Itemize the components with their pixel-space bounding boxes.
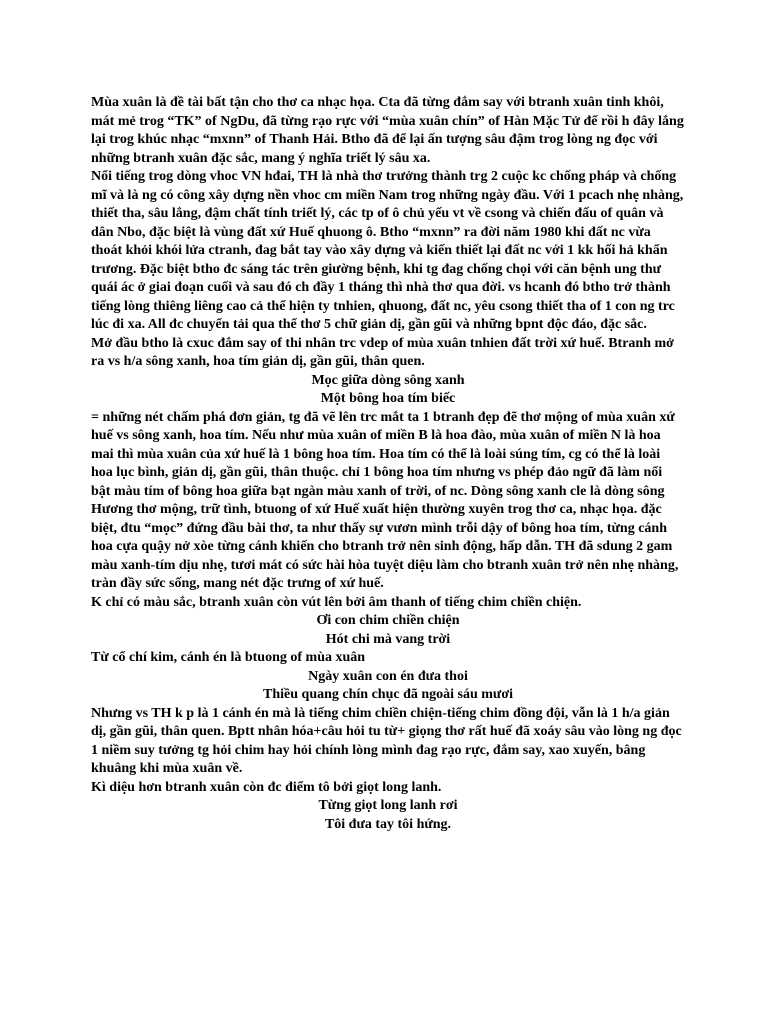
- quote-line-2: Thiều quang chín chục đã ngoài sáu mươi: [263, 687, 513, 702]
- paragraph-opening: Mở đầu btho là cxuc đắm say of thi nhân trc vdep of mùa xuân tnhien đất trời xứ huế. Btranh mở ra vs h/a sông xanh, hoa tím giản dị, gần gũi, thân quen.: [91, 335, 674, 369]
- paragraph-bird: Nhưng vs TH k p là 1 cánh én mà là tiếng chim chiền chiện-tiếng chim đồng đội, vẫn là 1 h/a giản dị, gần gũi, thân quen. Bptt nhân hóa+câu hỏi tu từ+ giọng thơ rất huế đã xoáy sâu vào lòng ng đọc 1 niềm suy tưởng tg hỏi chim hay hỏi chính lòng mình đag rạo rực, đắm say, xao xuyến, bâng khuâng khi mùa xuân về.: [91, 705, 682, 776]
- poem-line-2: Một bông hoa tím biếc: [320, 391, 456, 406]
- poem-line-1: Mọc giữa dòng sông xanh: [311, 372, 465, 388]
- document-page: [91, 94, 685, 834]
- paragraph-swallow: Từ cổ chí kim, cánh én là btuong of mùa xuân: [91, 650, 366, 665]
- paragraph-intro: Mùa xuân là đề tài bất tận cho thơ ca nhạc họa. Cta đã từng đắm say với btranh xuân tinh khôi, mát mẻ trog “TK” of NgDu, đã từng rạo rực với “mùa xuân chín” of Hàn Mặc Tử để rồi h đây lắng lại trog khúc nhạc “mxnn” of Thanh Hải. Btho đã để lại ấn tượng sâu đậm trog lòng ng đọc với những btranh xuân đặc sắc, mang ý nghĩa triết lý sâu xa.: [91, 95, 684, 166]
- paragraph-droplet: Kì diệu hơn btranh xuân còn đc điểm tô bởi giọt long lanh.: [91, 779, 442, 795]
- poem-line-5: Từng giọt long lanh rơi: [318, 798, 458, 813]
- quote-line-1: Ngày xuân con én đưa thoi: [308, 668, 468, 684]
- poem-line-3: Ơi con chim chiền chiện: [316, 613, 460, 628]
- paragraph-colors: = những nét chấm phá đơn giản, tg đã vẽ lên trc mắt ta 1 btranh đẹp đẽ thơ mộng of mùa xuân xứ huế vs sông xanh, hoa tím. Nếu như mùa xuân of miền B là hoa đào, mùa xuân of miền N là hoa mai thì mùa xuân của xứ huế là 1 bông hoa tím. Hoa tím có thể là loài súng tím, cg có thể là loài hoa lục bình, giản dị, gần gũi, thân thuộc. chỉ 1 bông hoa tím nhưng vs phép đảo ngữ đã làm nổi bật màu tím of bông hoa giữa bạt ngàn màu xanh of trời, of nc. Dòng sông xanh cle là dòng sông Hương thơ mộng, trữ tình, btuong of xứ Huế xuất hiện thường xuyên trog thơ ca, nhạc họa. đặc biệt, đtu “mọc” đứng đầu bài thơ, ta như thấy sự vươn mình trỗi dậy of bông hoa tím, từng cánh hoa cựa quậy nở xòe từng cánh khiến cho btranh trở nên sinh động, hấp dẫn. TH đã sdung 2 gam màu xanh-tím dịu nhẹ, tươi mát có sức hài hòa tuyệt diệu làm cho btranh xuân trở nên nhẹ nhàng, tràn đầy sức sống, mang nét đặc trưng of xứ huế.: [91, 409, 679, 591]
- poem-line-6: Tôi đưa tay tôi hứng.: [324, 816, 452, 832]
- paragraph-author: Nổi tiếng trog dòng vhoc VN hđai, TH là nhà thơ trưởng thành trg 2 cuộc kc chống pháp và chống mĩ và là ng có công xây dựng nền vhoc cm miền Nam trog những ngày đầu. Với 1 pcach nhẹ nhàng, thiết tha, sâu lắng, đậm chất tính triết lý, các tp of ô chủ yếu vt về csong và chiến đấu of quân và dân Nbo, đặc biệt là vùng đất xứ Huế qhuong ô. Btho “mxnn” ra đời năm 1980 khi đất nc vừa thoát khỏi khói lửa ctranh, đag bắt tay vào xây dựng và kiến thiết lại đất nc với 1 kk hối hả khẩn trương. Đặc biệt btho đc sáng tác trên giường bệnh, khi tg đag chống chọi với căn bệnh ung thư quái ác ở giai đoạn cuối và sau đó ch đầy 1 tháng thì nhà thơ qua đời. vs hcanh đó btho trở thành tiếng lòng thiêng liêng cao cả thể hiện ty tnhien, qhuong, đất nc, yêu csong thiết tha of 1 con ng trc lúc đi xa. All đc chuyển tải qua thể thơ 5 chữ giản dị, gần gũi và những bpnt độc đáo, đặc sắc.: [91, 169, 684, 332]
- paragraph-sound: K chỉ có màu sắc, btranh xuân còn vút lên bởi âm thanh of tiếng chim chiền chiện.: [91, 594, 582, 610]
- poem-line-4: Hót chi mà vang trời: [325, 631, 451, 647]
